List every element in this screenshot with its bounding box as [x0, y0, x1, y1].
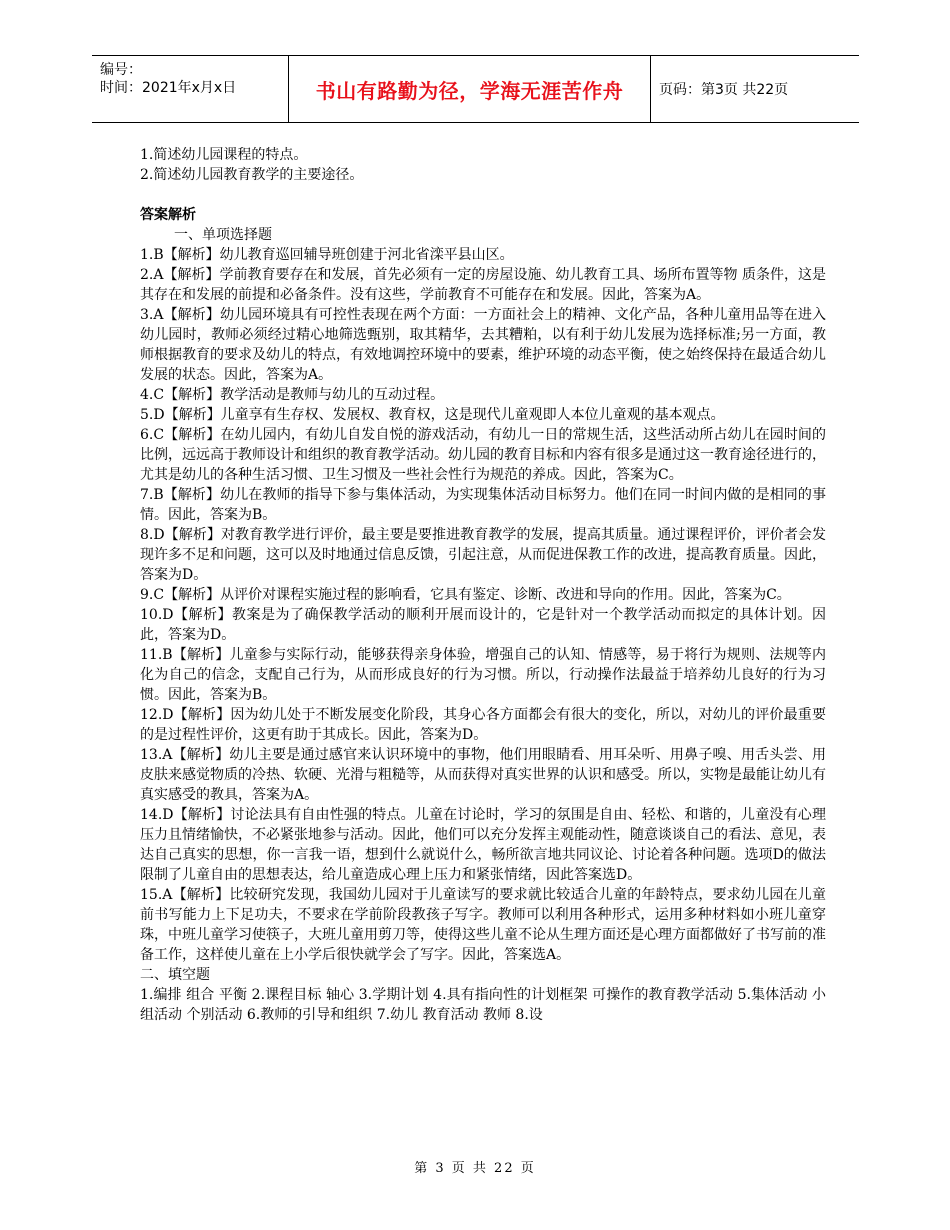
answer-item: 15.A【解析】比较研究发现，我国幼儿园对于儿童读写的要求就比较适合儿童的年龄特点，要求幼儿园在儿童前书写能力上下足功夫，不要求在学前阶段教孩子写字。教师可以利用各种形式，运用多种材料如小班儿童穿珠，中班儿童学习使筷子，大班儿童用剪刀等，使得这些儿童不论从生理方面还是心理方面都做好了书写前的准备工作，这样使儿童在上小学后很快就学会了写字。因此，答案选A。	[140, 887, 826, 963]
time-label: 时间：2021年x月x日	[100, 80, 237, 96]
answer-item: 2.A【解析】学前教育要存在和发展，首先必须有一定的房屋设施、幼儿教育工具、场所布置等物 质条件，这是其存在和发展的前提和必备条件。没有这些，学前教育不可能存在和发展。因此，答案为A。	[140, 267, 826, 303]
section-heading-choice: 一、单项选择题	[174, 227, 272, 243]
fill-answers: 1.编排 组合 平衡 2.课程目标 轴心 3.学期计划 4.具有指向性的计划框架 可操作的教育教学活动 5.集体活动 小组活动 个别活动 6.教师的引导和组织 7.幼儿 教育活动 教师 8.设	[140, 987, 826, 1023]
question-item: 1.简述幼儿园课程的特点。	[140, 147, 308, 163]
header-meta	[92, 56, 288, 122]
page-header	[92, 55, 859, 123]
answer-item: 14.D【解析】讨论法具有自由性强的特点。儿童在讨论时，学习的氛围是自由、轻松、和谐的，儿童没有心理压力且情绪愉快，不必紧张地参与活动。因此，他们可以充分发挥主观能动性，随意谈谈自己的看法、意见，表达自己真实的思想，你一言我一语，想到什么就说什么，畅所欲言地共同议论、讨论着各种问题。选项D的做法限制了儿童自由的思想表达，给儿童造成心理上压力和紧张情绪，因此答案选D。	[140, 807, 826, 883]
answer-item: 4.C【解析】教学活动是教师与幼儿的互动过程。	[140, 387, 445, 403]
answers-title: 答案解析	[140, 207, 196, 223]
answer-item: 10.D【解析】教案是为了确保教学活动的顺利开展而设计的，它是针对一个教学活动而拟定的具体计划。因此，答案为D。	[140, 607, 826, 643]
answer-item: 3.A【解析】幼儿园环境具有可控性表现在两个方面：一方面社会上的精神、文化产品，各种儿童用品等在进入幼儿园时，教师必须经过精心地筛选甄别，取其精华，去其糟粕，以有利于幼儿发展为选择标准;另一方面，教师根据教育的要求及幼儿的特点，有效地调控环境中的要素，维护环境的动态平衡，使之始终保持在最适合幼儿发展的状态。因此，答案为A。	[140, 307, 826, 383]
answer-item: 8.D【解析】对教育教学进行评价，最主要是要推进教育教学的发展，提高其质量。通过课程评价，评价者会发现许多不足和问题，这可以及时地通过信息反馈，引起注意，从而促进保教工作的改进，提高教育质量。因此，答案为D。	[140, 527, 826, 583]
section-heading-fill: 二、填空题	[140, 967, 210, 983]
answer-item: 1.B【解析】幼儿教育巡回辅导班创建于河北省滦平县山区。	[140, 247, 514, 263]
question-list	[140, 145, 826, 185]
document-body	[140, 145, 826, 1025]
answer-item: 12.D【解析】因为幼儿处于不断发展变化阶段，其身心各方面都会有很大的变化，所以，对幼儿的评价最重要的是过程性评价，这更有助于其成长。因此，答案为D。	[140, 707, 826, 743]
question-item: 2.简述幼儿园教育教学的主要途径。	[140, 167, 364, 183]
answer-item: 9.C【解析】从评价对课程实施过程的影响看，它具有鉴定、诊断、改进和导向的作用。因此，答案为C。	[140, 587, 791, 603]
page-footer: 第 3 页 共 22 页	[414, 1161, 536, 1176]
answer-item: 6.C【解析】在幼儿园内，有幼儿自发自悦的游戏活动，有幼儿一日的常规生活，这些活动所占幼儿在园时间的比例，远远高于教师设计和组织的教育教学活动。幼儿园的教育目标和内容有很多是通过这一教育途径进行的，尤其是幼儿的各种生活习惯、卫生习惯及一些社会性行为规范的养成。因此，答案为C。	[140, 427, 826, 483]
header-page-info: 页码：第3页 共22页	[659, 82, 789, 98]
answer-item: 5.D【解析】儿童享有生存权、发展权、教育权，这是现代儿童观即人本位儿童观的基本观点。	[140, 407, 725, 423]
answer-item: 13.A【解析】幼儿主要是通过感官来认识环境中的事物，他们用眼睛看、用耳朵听、用鼻子嗅、用舌头尝、用皮肤来感觉物质的冷热、软硬、光滑与粗糙等，从而获得对真实世界的认识和感受。所以，实物是最能让幼儿有真实感受的教具，答案为A。	[140, 747, 826, 803]
answer-item: 7.B【解析】幼儿在教师的指导下参与集体活动，为实现集体活动目标努力。他们在同一时间内做的是相同的事情。因此，答案为B。	[140, 487, 826, 523]
answer-item: 11.B【解析】儿童参与实际行动，能够获得亲身体验，增强自己的认知、情感等，易于将行为规则、法规等内化为自己的信念，支配自己行为，从而形成良好的行为习惯。所以，行动操作法最益于培养幼儿良好的行为习惯。因此，答案为B。	[140, 647, 826, 703]
number-label: 编号：	[100, 62, 142, 78]
header-motto: 书山有路勤为径，学海无涯苦作舟	[288, 56, 651, 122]
